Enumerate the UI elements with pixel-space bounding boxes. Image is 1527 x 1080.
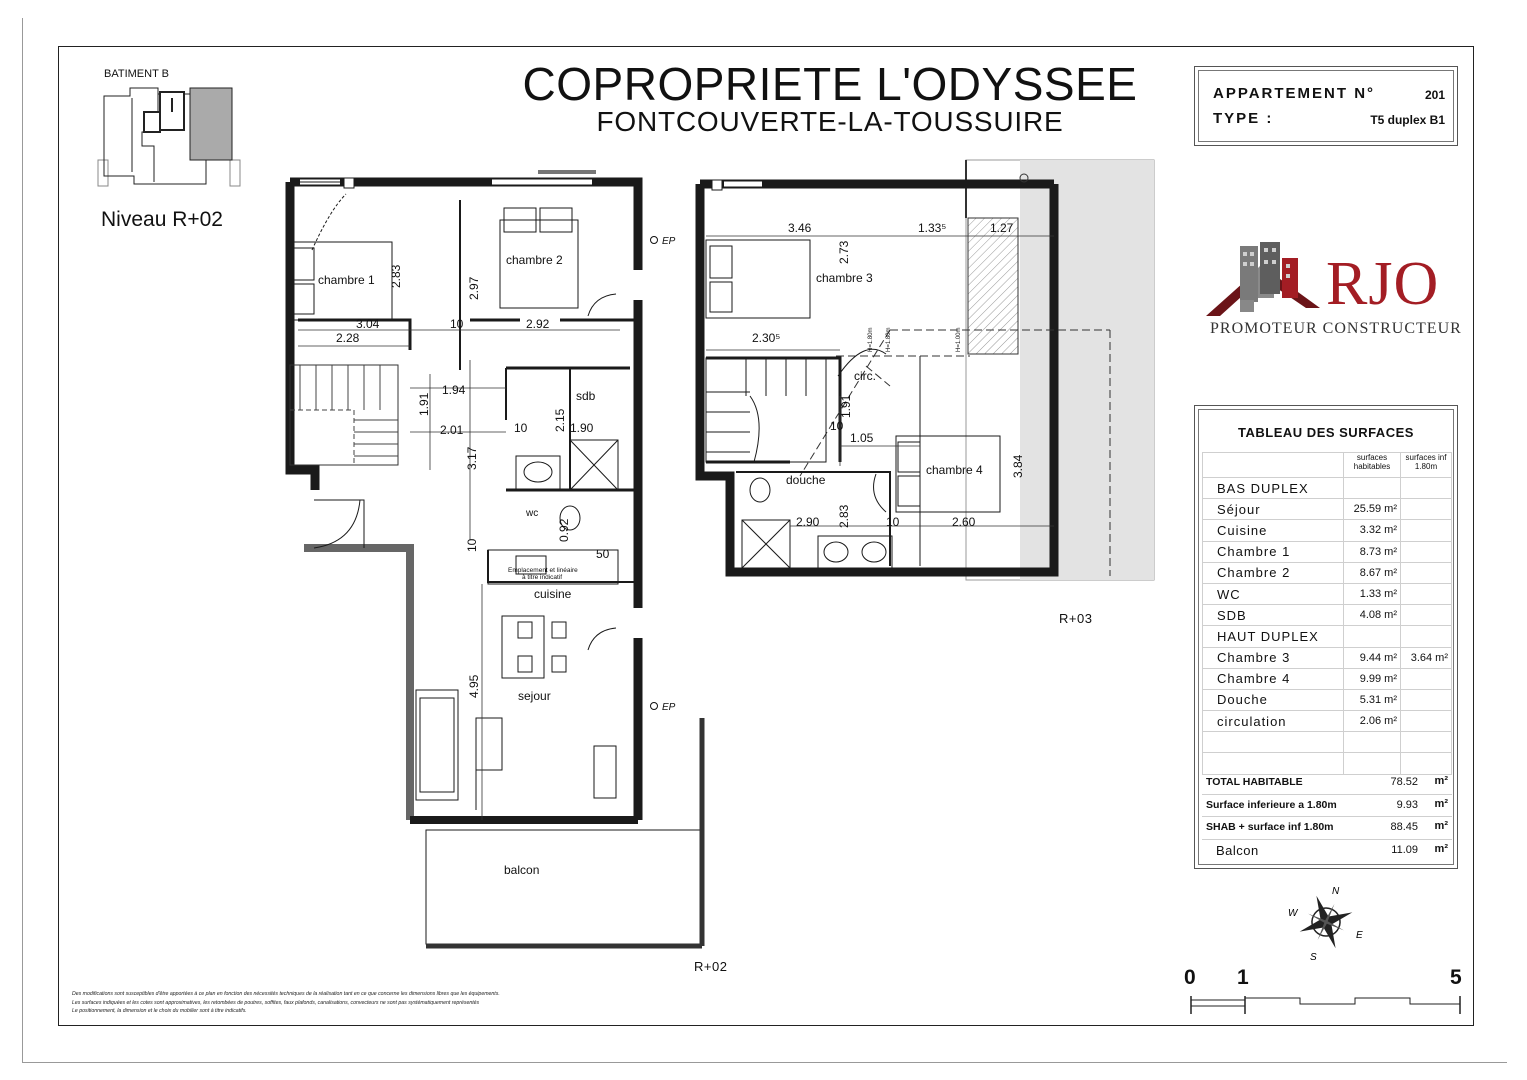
surfaces-table-title: TABLEAU DES SURFACES xyxy=(1238,425,1414,440)
row-hab: 3.32 m² xyxy=(1344,520,1401,541)
floor-plan-r03 xyxy=(690,156,1160,586)
logo-tagline: PROMOTEUR CONSTRUCTEUR xyxy=(1210,320,1462,337)
dim-495: 4.95 xyxy=(467,674,481,698)
row-hab xyxy=(1344,626,1401,647)
row-inf xyxy=(1401,689,1452,710)
room-cuisine: cuisine xyxy=(534,587,572,601)
page-title: COPROPRIETE L'ODYSSEE xyxy=(522,58,1138,110)
compass-e: E xyxy=(1356,930,1363,941)
table-row xyxy=(1203,689,1452,710)
row-inf xyxy=(1401,520,1452,541)
row-inf xyxy=(1401,711,1452,732)
dim-10b: 10 xyxy=(514,421,528,435)
scale-bar xyxy=(1190,994,1464,1018)
dim-215: 2.15 xyxy=(553,408,567,432)
row-label: Chambre 4 xyxy=(1203,668,1344,689)
dim-283: 2.83 xyxy=(389,264,403,288)
room-circ: circ. xyxy=(854,369,876,383)
row-inf xyxy=(1401,478,1452,499)
dim-201: 2.01 xyxy=(440,423,464,437)
row-inf: 3.64 m² xyxy=(1401,647,1452,668)
table-row xyxy=(1203,647,1452,668)
total-row: SHAB + surface inf 1.80m 88.45 m² xyxy=(1202,817,1452,840)
row-label: BAS DUPLEX xyxy=(1203,478,1344,499)
ep-label-2: EP xyxy=(662,702,676,713)
scale-five: 5 xyxy=(1450,966,1462,989)
table-row xyxy=(1203,711,1452,732)
row-label: Chambre 2 xyxy=(1203,562,1344,583)
room-wc: wc xyxy=(526,508,539,519)
height-180-a: H=1.80m xyxy=(886,327,892,352)
row-label: circulation xyxy=(1203,711,1344,732)
dim-092: 0.92 xyxy=(557,518,571,542)
compass-w: W xyxy=(1288,908,1298,919)
row-hab: 1.33 m² xyxy=(1344,583,1401,604)
apartment-number-label: APPARTEMENT N° xyxy=(1213,85,1376,102)
table-header-row xyxy=(1203,453,1452,478)
row-label: Chambre 1 xyxy=(1203,541,1344,562)
table-row xyxy=(1203,541,1452,562)
dim-1335: 1.33⁵ xyxy=(918,221,947,235)
surfaces-grid xyxy=(1202,452,1452,775)
height-100: H=1.00m xyxy=(956,327,962,352)
dim-2305: 2.30⁵ xyxy=(752,331,781,345)
table-row xyxy=(1203,732,1452,753)
room-sdb: sdb xyxy=(576,389,596,403)
row-hab: 9.99 m² xyxy=(1344,668,1401,689)
disclaimer-line: Des modifications sont susceptibles d'être apportées à ce plan en fonction des nécessités techniques de la réalisation tant en ce que concerne les dimensions libres que les équipements. xyxy=(72,991,500,997)
dim-10c: 10 xyxy=(465,538,479,552)
disclaimer-line: Le positionnement, la dimension et le choix du mobilier sont à titre indicatifs. xyxy=(72,1008,247,1014)
kitchen-note-2: à titre indicatif xyxy=(522,574,563,581)
room-chambre3: chambre 3 xyxy=(816,271,873,285)
room-chambre1: chambre 1 xyxy=(318,273,375,287)
dim-228: 2.28 xyxy=(336,331,360,345)
row-hab: 5.31 m² xyxy=(1344,689,1401,710)
room-chambre2: chambre 2 xyxy=(506,253,563,267)
apartment-number: 201 xyxy=(1424,88,1445,102)
dim-194: 1.94 xyxy=(442,383,466,397)
dim-50: 50 xyxy=(596,547,610,561)
table-row xyxy=(1203,626,1452,647)
compass-n: N xyxy=(1332,886,1340,897)
surfaces-table xyxy=(1194,405,1458,869)
level-tag-r02: R+02 xyxy=(694,959,728,974)
dim-273: 2.73 xyxy=(837,240,851,264)
dim-317: 3.17 xyxy=(465,446,479,470)
level-label: Niveau R+02 xyxy=(101,208,223,231)
scale-zero: 0 xyxy=(1184,966,1196,989)
table-row xyxy=(1203,605,1452,626)
scale-one: 1 xyxy=(1237,966,1249,989)
dim-290: 2.90 xyxy=(796,515,820,529)
row-inf xyxy=(1401,499,1452,520)
row-inf xyxy=(1401,562,1452,583)
row-inf xyxy=(1401,605,1452,626)
key-plan xyxy=(94,84,244,194)
row-label: Cuisine xyxy=(1203,520,1344,541)
dim-297: 2.97 xyxy=(467,276,481,300)
dim-304: 3.04 xyxy=(356,317,380,331)
row-hab: 4.08 m² xyxy=(1344,605,1401,626)
row-label: WC xyxy=(1203,583,1344,604)
kitchen-note-1: Emplacement et linéaire xyxy=(508,567,578,574)
row-hab: 8.73 m² xyxy=(1344,541,1401,562)
dim-105: 1.05 xyxy=(850,431,874,445)
disclaimer xyxy=(72,990,712,1016)
row-label: HAUT DUPLEX xyxy=(1203,626,1344,647)
table-row xyxy=(1203,668,1452,689)
row-label: SDB xyxy=(1203,605,1344,626)
dim-191: 1.91 xyxy=(417,392,431,416)
col-habitable-header: surfaces habitables xyxy=(1344,453,1401,478)
room-chambre4: chambre 4 xyxy=(926,463,983,477)
compass-rose-icon xyxy=(1284,882,1374,964)
room-douche: douche xyxy=(786,473,826,487)
row-label: Chambre 3 xyxy=(1203,647,1344,668)
floor-plan-r02 xyxy=(270,170,710,960)
room-sejour: sejour xyxy=(518,689,551,703)
building-label: BATIMENT B xyxy=(104,68,169,80)
dim-384: 3.84 xyxy=(1011,454,1025,478)
apartment-type: T5 duplex B1 xyxy=(1370,113,1445,127)
total-row: Balcon 11.09 m² xyxy=(1216,842,1448,858)
row-hab: 9.44 m² xyxy=(1344,647,1401,668)
compass-s: S xyxy=(1310,952,1317,963)
dim-292: 2.92 xyxy=(526,317,550,331)
table-row xyxy=(1203,499,1452,520)
dim-283-r03: 2.83 xyxy=(837,504,851,528)
dim-190: 1.90 xyxy=(570,421,594,435)
col-inf-header: surfaces inf 1.80m xyxy=(1401,453,1452,478)
disclaimer-line: Les surfaces indiquées et les cotes sont approximatives, les retombées de poutres, soffites, faux plafonds, canalisations, convecteurs ne sont pas systématiquement représentés xyxy=(72,999,480,1006)
dim-346: 3.46 xyxy=(788,221,812,235)
dim-10a: 10 xyxy=(450,317,464,331)
table-row xyxy=(1203,520,1452,541)
table-row xyxy=(1203,583,1452,604)
dim-10-r03-b: 10 xyxy=(886,515,900,529)
row-hab xyxy=(1344,478,1401,499)
total-row: TOTAL HABITABLE 78.52 m² xyxy=(1202,772,1452,795)
surfaces-totals xyxy=(1202,772,1452,861)
row-inf xyxy=(1401,583,1452,604)
row-label: Douche xyxy=(1203,689,1344,710)
row-inf xyxy=(1401,541,1452,562)
company-logo xyxy=(1198,234,1462,352)
dim-10-r03-a: 10 xyxy=(830,419,844,433)
dim-260: 2.60 xyxy=(952,515,976,529)
dim-127: 1.27 xyxy=(990,221,1014,235)
apartment-type-label: TYPE : xyxy=(1213,110,1274,127)
page-subtitle: FONTCOUVERTE-LA-TOUSSUIRE xyxy=(596,106,1064,137)
row-inf xyxy=(1401,668,1452,689)
room-balcon: balcon xyxy=(504,863,540,877)
ep-label-1: EP xyxy=(662,236,676,247)
row-hab: 25.59 m² xyxy=(1344,499,1401,520)
house-logo-icon xyxy=(1202,238,1332,318)
logo-wordmark: RJO xyxy=(1326,250,1440,318)
level-tag-r03: R+03 xyxy=(1059,611,1093,626)
row-label: Séjour xyxy=(1203,499,1344,520)
row-inf xyxy=(1401,626,1452,647)
table-row xyxy=(1203,562,1452,583)
total-row: Surface inferieure a 1.80m 9.93 m² xyxy=(1202,795,1452,818)
table-row xyxy=(1203,753,1452,774)
dim-191-r03: 1.91 xyxy=(839,394,853,418)
apartment-box xyxy=(1194,66,1458,146)
table-row xyxy=(1203,478,1452,499)
row-hab: 8.67 m² xyxy=(1344,562,1401,583)
height-180-b: H=1.80m xyxy=(868,327,874,352)
row-hab: 2.06 m² xyxy=(1344,711,1401,732)
